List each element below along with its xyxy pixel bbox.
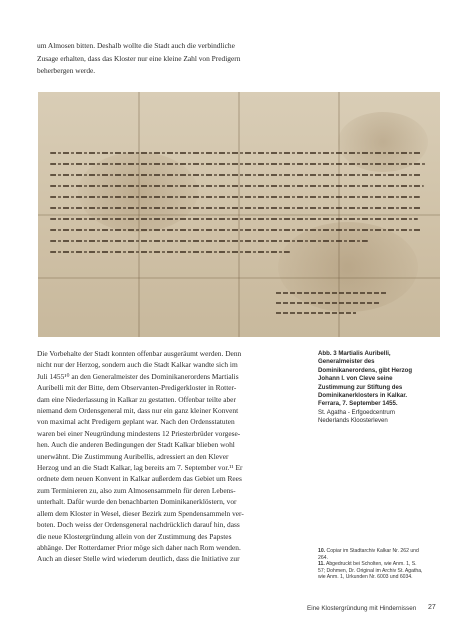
text-line: Juli 1455¹⁰ an den Generalmeister des Dominikanerordens Martialis xyxy=(37,371,239,381)
text-line: um Almosen bitten. Deshalb wollte die Stadt auch die verbindliche xyxy=(37,41,235,50)
caption-line: St. Agatha - Erfgoedcentrum xyxy=(318,408,395,416)
caption-credit xyxy=(318,409,436,426)
footnote-line xyxy=(318,561,440,568)
text-line: ordnete dem neuen Konvent in Kalkar außerdem das Gebiet um Rees xyxy=(37,474,242,484)
caption-line: Nederlands Kloosterleven xyxy=(318,417,388,425)
text-line: Auch an dieser Stelle wird wiederum deutlich, dass die Initiative zur xyxy=(37,554,240,564)
footnote-line: wie Anm. 1, Urkunden Nr. 6003 und 6034. xyxy=(318,574,413,581)
text-line: die neue Klostergründung allein von der Zustimmung des Papstes xyxy=(37,531,232,541)
text-line: beherbergen werde. xyxy=(37,66,96,76)
text-line: von maximal acht Predigern geplant war. Nach den Ordensstatuten xyxy=(37,417,235,427)
text-line: boten. Doch weiss der Ordensgeneral nachdrücklich darauf hin, dass xyxy=(37,520,240,530)
caption-line: Generalmeister des xyxy=(318,358,375,366)
text-line: nicht nur der Herzog, sondern auch die Stadt Kalkar wandte sich im xyxy=(37,360,238,370)
caption-line: Ferrara, 7. September 1455. xyxy=(318,400,398,408)
text-line: dam eine Niederlassung in Kalkar zu gestatten. Offenbar teilte aber xyxy=(37,394,236,404)
caption-line: Abb. 3 Martialis Auribelli, xyxy=(318,350,391,357)
footnotes xyxy=(318,548,440,581)
top-paragraph xyxy=(37,40,299,78)
footnote-line: 57; Dohmen, Dr. Original im Archiv St. Agatha, xyxy=(318,567,423,574)
footnote-number: 10. xyxy=(318,548,326,554)
page-number: 27 xyxy=(428,604,436,611)
figure-caption xyxy=(318,350,436,426)
caption-line: Dominikanerordens, gibt Herzog xyxy=(318,366,413,374)
text-line: abhänge. Der Rotterdamer Prior möge sich daher nach Rom wenden. xyxy=(37,542,241,552)
text-line: Zusage erhalten, dass das Kloster nur eine kleine Zahl von Predigern xyxy=(37,53,241,63)
footnote-text: Abgedruckt bei Scholten, wie Anm. 1, S. xyxy=(325,561,417,568)
text-line: zum Terminieren zu, also zum Almosensammeln für deren Lebens- xyxy=(37,485,236,495)
text-line: waren bei einer Neugründung mindestens 12 Priesterbrüder vorgese- xyxy=(37,428,241,438)
text-line: Auribelli mit der Bitte, dem Observanten-Predigerkloster in Rotter- xyxy=(37,383,237,393)
text-line: unerwähnt. Die Zustimmung Auribellis, adressiert an den Klever xyxy=(37,451,229,461)
caption-line: Johann I. von Cleve seine xyxy=(318,375,393,383)
caption-line: Zustimmung zur Stiftung des xyxy=(318,383,403,391)
text-line: niemand dem Ordensgeneral mit, dass nur ein ganz kleiner Konvent xyxy=(37,406,239,416)
caption-line: Dominikanerklosters in Kalkar. xyxy=(318,392,408,400)
text-line: unterhalt. Dafür wurde den benachbarten Dominikanerklöstern, vor xyxy=(37,497,237,507)
footnote-line xyxy=(318,548,440,555)
caption-title xyxy=(318,350,436,409)
text-line: Die Vorbehalte der Stadt konnten offenbar ausgeräumt werden. Denn xyxy=(37,349,242,358)
footnote-text: Copiar im Stadtarchiv Kalkar Nr. 262 und xyxy=(326,548,419,554)
manuscript-image xyxy=(38,92,440,337)
body-text xyxy=(37,348,299,565)
running-head: Eine Klostergründung mit Hindernissen xyxy=(307,605,417,612)
footnote-line: 264. xyxy=(318,554,328,561)
text-line: Herzog und an die Stadt Kalkar, lag bereits am 7. September vor.¹¹ Er xyxy=(37,463,243,473)
footnote-number: 11. xyxy=(318,561,325,568)
text-line: allem dem Kloster in Wesel, dieser Bezirk zum Spendensammeln ver- xyxy=(37,508,244,518)
text-line: hen. Auch die anderen Bedingungen der Stadt Kalkar blieben wohl xyxy=(37,440,235,450)
